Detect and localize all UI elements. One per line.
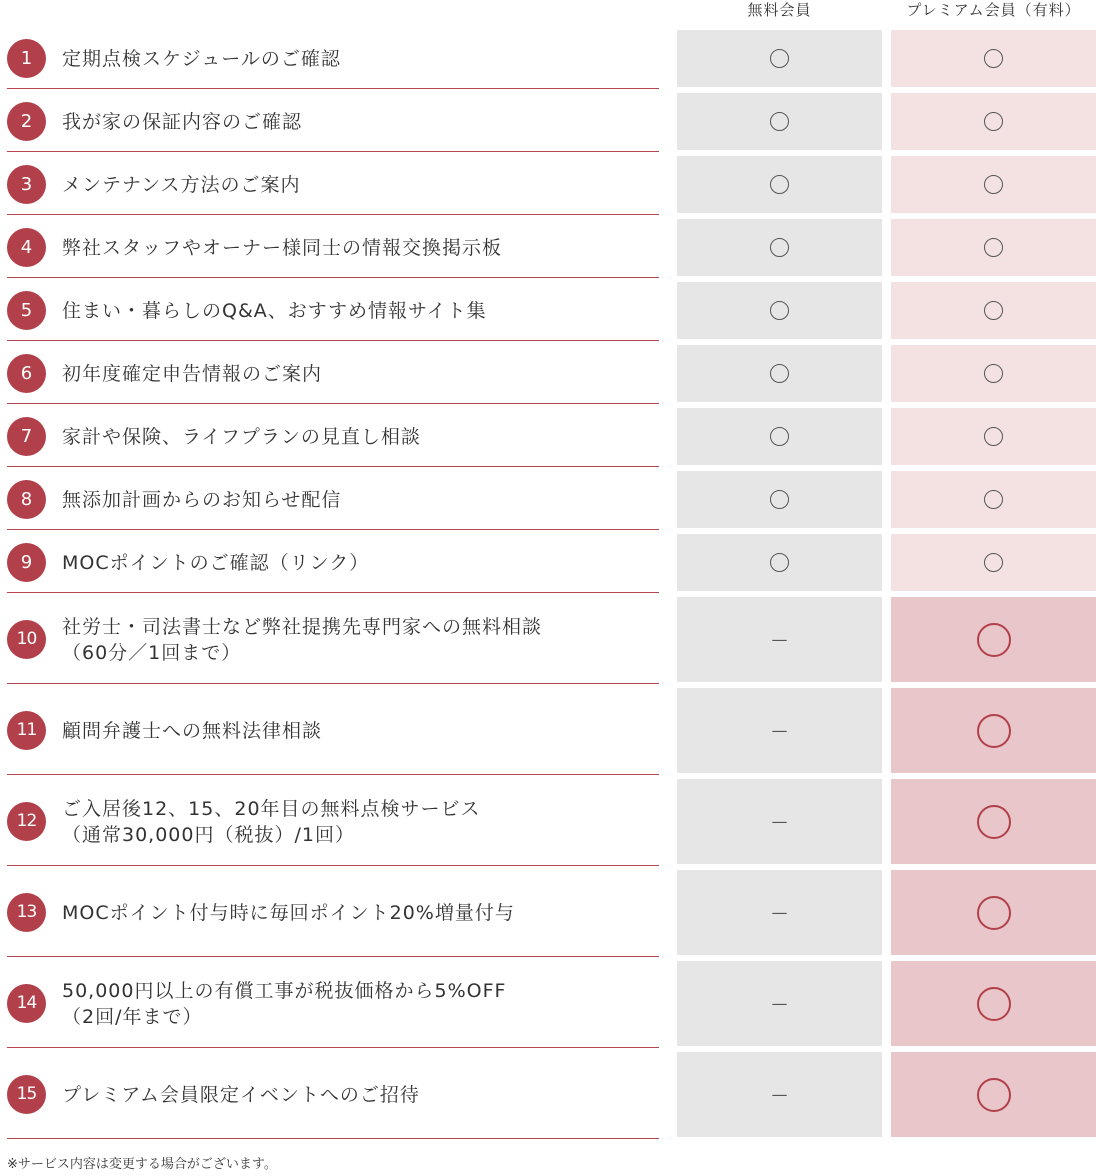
service-label: MOCポイント付与時に毎回ポイント20%増量付与: [62, 901, 515, 924]
available-circle-icon: [770, 175, 789, 194]
row-number-badge: 4: [7, 228, 46, 267]
premium-member-cell: [891, 1052, 1096, 1137]
available-circle-icon: [770, 490, 789, 509]
free-member-cell: [677, 688, 882, 773]
free-member-cell: [677, 30, 882, 87]
available-circle-icon: [984, 301, 1003, 320]
premium-member-cell: [891, 30, 1096, 87]
available-circle-icon: [770, 238, 789, 257]
free-member-cell: [677, 93, 882, 150]
row-number-badge: 14: [7, 984, 46, 1023]
table-row: [0, 775, 1096, 866]
premium-highlight-circle-icon: [977, 987, 1011, 1021]
service-label: プレミアム会員限定イベントへのご招待: [62, 1083, 420, 1106]
free-member-cell: [677, 779, 882, 864]
service-label: 社労士・司法書士など弊社提携先専門家への無料相談 （60分／1回まで）: [62, 615, 543, 664]
available-circle-icon: [984, 49, 1003, 68]
available-circle-icon: [984, 427, 1003, 446]
row-number-badge: 15: [7, 1075, 46, 1114]
free-member-cell: [677, 471, 882, 528]
premium-member-cell: [891, 779, 1096, 864]
premium-member-cell: [891, 870, 1096, 955]
service-label: 顧問弁護士への無料法律相談: [62, 719, 323, 742]
available-circle-icon: [984, 490, 1003, 509]
premium-member-cell: [891, 282, 1096, 339]
free-member-cell: [677, 219, 882, 276]
available-circle-icon: [770, 364, 789, 383]
premium-member-cell: [891, 961, 1096, 1046]
service-label: 50,000円以上の有償工事が税抜価格から5%OFF （2回/年まで）: [62, 979, 507, 1028]
premium-highlight-circle-icon: [977, 1078, 1011, 1112]
premium-highlight-circle-icon: [977, 623, 1011, 657]
free-member-cell: [677, 961, 882, 1046]
premium-member-cell: [891, 156, 1096, 213]
available-circle-icon: [984, 553, 1003, 572]
row-number-badge: 10: [7, 620, 46, 659]
unavailable-dash: —: [771, 812, 788, 831]
table-row: [0, 278, 1096, 341]
available-circle-icon: [770, 112, 789, 131]
free-member-cell: [677, 534, 882, 591]
row-number-badge: 6: [7, 354, 46, 393]
service-label: 家計や保険、ライフプランの見直し相談: [62, 425, 421, 448]
table-row: [0, 593, 1096, 684]
row-number-badge: 13: [7, 893, 46, 932]
table-row: [0, 866, 1096, 957]
available-circle-icon: [984, 364, 1003, 383]
available-circle-icon: [984, 112, 1003, 131]
service-label: ご入居後12、15、20年目の無料点検サービス （通常30,000円（税抜）/1回）: [62, 797, 481, 846]
premium-member-cell: [891, 471, 1096, 528]
row-number-badge: 7: [7, 417, 46, 456]
table-row: [0, 404, 1096, 467]
available-circle-icon: [770, 49, 789, 68]
premium-highlight-circle-icon: [977, 805, 1011, 839]
table-row: [0, 215, 1096, 278]
free-member-cell: [677, 870, 882, 955]
free-member-cell: [677, 597, 882, 682]
available-circle-icon: [770, 301, 789, 320]
row-number-badge: 8: [7, 480, 46, 519]
available-circle-icon: [770, 427, 789, 446]
row-number-badge: 5: [7, 291, 46, 330]
free-member-cell: [677, 156, 882, 213]
table-row: [0, 684, 1096, 775]
service-label: MOCポイントのご確認（リンク）: [62, 551, 370, 574]
service-label: 定期点検スケジュールのご確認: [62, 47, 341, 70]
row-number-badge: 1: [7, 39, 46, 78]
footnote: ※サービス内容は変更する場合がございます。: [7, 1157, 277, 1172]
available-circle-icon: [984, 175, 1003, 194]
unavailable-dash: —: [771, 903, 788, 922]
table-row: [0, 152, 1096, 215]
table-row: [0, 1048, 1096, 1139]
unavailable-dash: —: [771, 1085, 788, 1104]
unavailable-dash: —: [771, 630, 788, 649]
table-row: [0, 957, 1096, 1048]
premium-member-cell: [891, 597, 1096, 682]
table-row: [0, 89, 1096, 152]
premium-member-cell: [891, 534, 1096, 591]
row-number-badge: 2: [7, 102, 46, 141]
free-member-cell: [677, 1052, 882, 1137]
available-circle-icon: [984, 238, 1003, 257]
service-label: 無添加計画からのお知らせ配信: [62, 488, 342, 511]
premium-member-cell: [891, 408, 1096, 465]
premium-member-cell: [891, 219, 1096, 276]
service-label: 弊社スタッフやオーナー様同士の情報交換掲示板: [62, 236, 503, 259]
free-member-cell: [677, 345, 882, 402]
table-row: [0, 467, 1096, 530]
free-member-cell: [677, 282, 882, 339]
unavailable-dash: —: [771, 721, 788, 740]
premium-member-cell: [891, 688, 1096, 773]
table-row: [0, 341, 1096, 404]
row-number-badge: 9: [7, 543, 46, 582]
row-divider: [7, 1138, 659, 1139]
service-label: 住まい・暮らしのQ&A、おすすめ情報サイト集: [62, 299, 487, 322]
available-circle-icon: [770, 553, 789, 572]
column-header-free: 無料会員: [747, 1, 812, 19]
row-number-badge: 11: [7, 711, 46, 750]
premium-highlight-circle-icon: [977, 896, 1011, 930]
table-row: [0, 530, 1096, 593]
service-label: メンテナンス方法のご案内: [62, 173, 301, 196]
service-label: 我が家の保証内容のご確認: [62, 110, 303, 133]
free-member-cell: [677, 408, 882, 465]
service-label: 初年度確定申告情報のご案内: [62, 362, 323, 385]
premium-highlight-circle-icon: [977, 714, 1011, 748]
premium-member-cell: [891, 345, 1096, 402]
column-header-premium: プレミアム会員（有料）: [906, 1, 1081, 19]
row-number-badge: 12: [7, 802, 46, 841]
table-row: [0, 26, 1096, 89]
unavailable-dash: —: [771, 994, 788, 1013]
row-number-badge: 3: [7, 165, 46, 204]
premium-member-cell: [891, 93, 1096, 150]
